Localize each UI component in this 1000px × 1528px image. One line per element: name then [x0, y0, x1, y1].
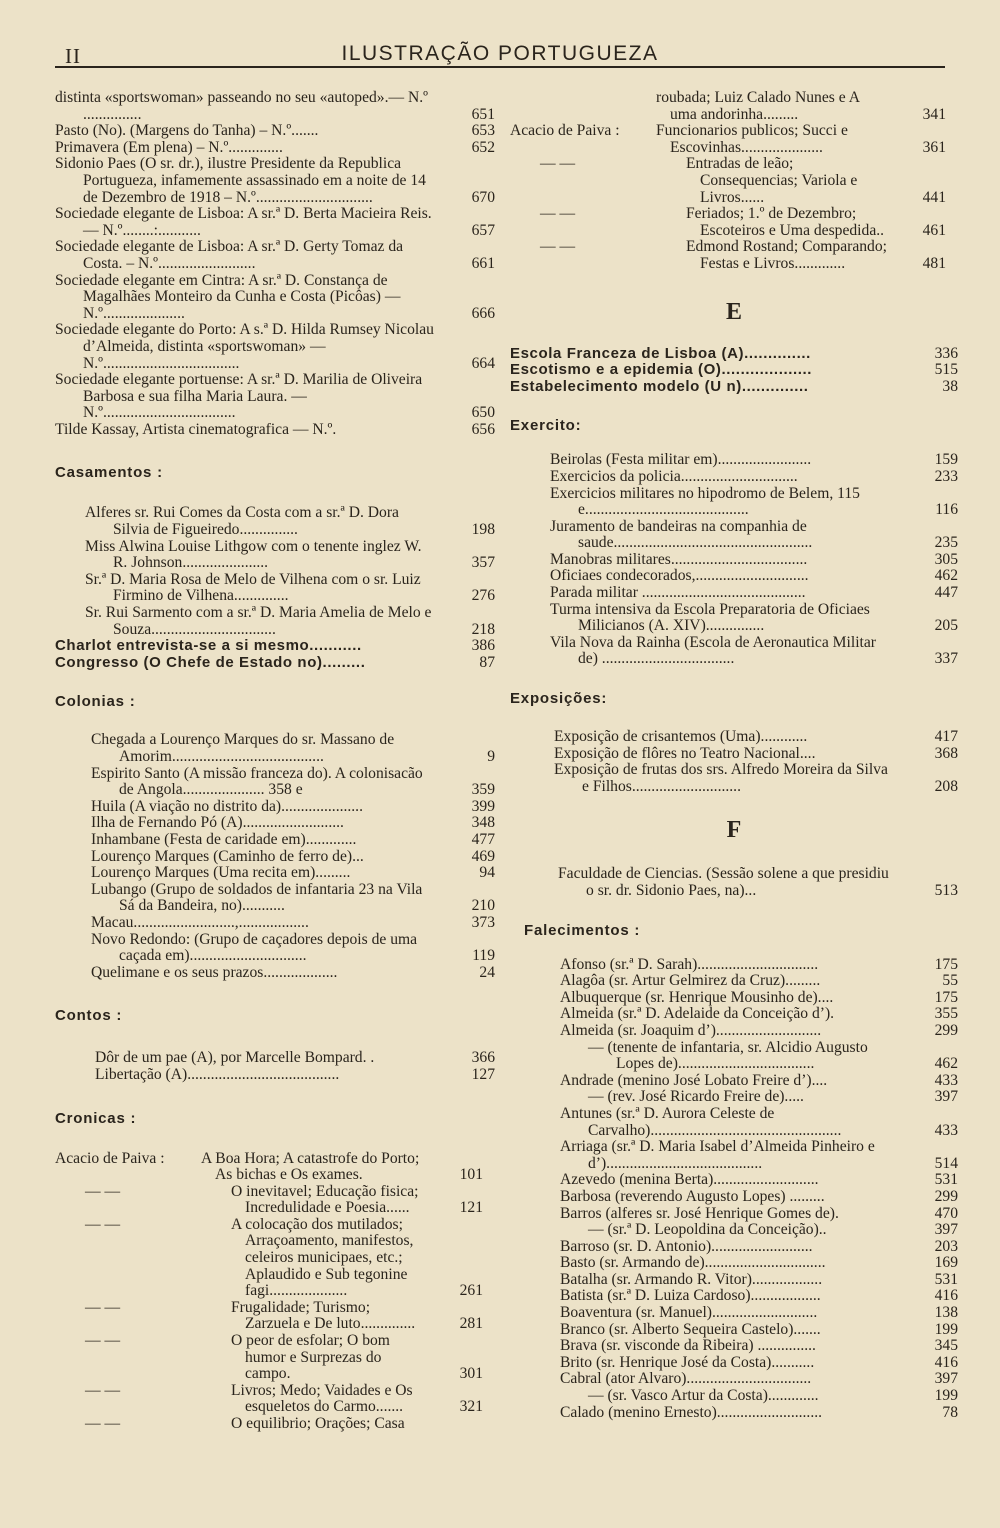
index-entry: Oficiaes condecorados,............................. 462	[550, 567, 958, 585]
section-heading-exposicoes: Exposições:	[510, 690, 608, 708]
index-entry: Faculdade de Ciencias. (Sessão solene a que presidiu o sr. dr. Sidonio Paes, na)... 513	[558, 865, 958, 899]
cronicas-list	[55, 1151, 495, 1433]
index-entry: Lubango (Grupo de soldados de infantaria 23 na Vila Sá da Bandeira, no)........... 210	[91, 880, 495, 915]
section-heading-colonias: Colonias :	[55, 693, 136, 711]
index-entry: Manobras militares................................... 305	[550, 550, 958, 568]
colonias-list	[91, 732, 495, 981]
index-entry: — — Entradas de leão; Consequencias; Variola e Livros...... 441	[540, 155, 946, 206]
index-entry: — (tenente de infantaria, sr. Alcidio Augusto Lopes de)................................... 462	[588, 1038, 958, 1073]
index-entry: — — Frugalidade; Turismo; Zarzuela e De luto.............. 281	[85, 1298, 483, 1333]
falecimentos-list	[560, 957, 958, 1422]
index-entry: Lourenço Marques (Uma recita em)......... 94	[91, 864, 495, 882]
index-entry: Exposição de crisantemos (Uma)............ 417	[554, 728, 958, 746]
index-entry: Brito (sr. Henrique José da Costa)........... 416	[560, 1353, 958, 1371]
index-entry: — — O peor de esfolar; O bom humor e Surprezas do campo. 301	[85, 1332, 483, 1383]
index-entry: — — Feriados; 1.º de Dezembro; Escoteiros e Uma despedida.. 461	[540, 205, 946, 239]
section-heading-casamentos: Casamentos :	[55, 464, 163, 482]
index-entry: Libertação (A)....................................... 127	[95, 1065, 495, 1083]
index-entry: Sociedade elegante portuense: A sr.ª D. Marilia de Oliveira Barbosa e sua filha Maria Laura. — N.º.................................. 650	[55, 371, 495, 422]
index-entry: Sr.ª D. Maria Rosa de Melo de Vilhena com o sr. Luiz Firmino de Vilhena.............. 276	[85, 570, 495, 605]
section-heading-exercito: Exercito:	[510, 417, 582, 435]
index-entry: — — O equilibrio; Orações; Casa	[85, 1415, 405, 1432]
index-entry: Sidonio Paes (O sr. dr.), ilustre Presidente da Republica Portugueza, infamemente assassinado em a noite de 14 de Dezembro de 1918 – N.º.............................. 670	[55, 155, 495, 206]
index-entry: Batalha (sr. Armando R. Vitor).................. 531	[560, 1270, 958, 1288]
index-entry: Afonso (sr.ª D. Sarah)............................... 175	[560, 955, 958, 973]
index-entry: Antunes (sr.ª D. Aurora Celeste de Carvalho)................................................. 433	[560, 1104, 958, 1139]
index-entry: Beirolas (Festa militar em)........................ 159	[550, 451, 958, 469]
index-entry: Boaventura (sr. Manuel)........................... 138	[560, 1304, 958, 1322]
index-entry: Juramento de bandeiras na companhia de saude................................................... 235	[550, 517, 958, 552]
index-entry: Exposição de frutas dos srs. Alfredo Moreira da Silva e Filhos............................ 208	[554, 761, 958, 795]
e-entries	[510, 346, 958, 396]
index-entry: Congresso (O Chefe de Estado no)......... 87	[55, 653, 495, 671]
casamentos-list	[85, 505, 495, 638]
index-entry: Inhambane (Festa de caridade em)............. 477	[91, 830, 495, 848]
index-entry: Macau..........................,.................. 373	[91, 913, 495, 931]
index-entry: Sociedade elegante de Lisboa: A sr.ª D. Berta Macieira Reis. — N.º........:........... 657	[55, 205, 495, 239]
index-entry: Branco (sr. Alberto Sequeira Castelo)....... 199	[560, 1320, 958, 1338]
index-entry: Ilha de Fernando Pó (A).......................... 348	[91, 814, 495, 832]
contos-list	[95, 1050, 495, 1083]
index-entry: Acacio de Paiva : Funcionarios publicos; Succi e Escovinhas..................... 361	[510, 122, 946, 156]
index-entry: Sociedade elegante em Cintra: A sr.ª D. Constança de Magalhães Monteiro da Cunha e Costa (Picôas) — N.º..................... 666	[55, 271, 495, 322]
index-entry: Azevedo (menina Berta)........................... 531	[560, 1171, 958, 1189]
page-header	[55, 38, 945, 68]
index-entry: Tilde Kassay, Artista cinematografica — N.º. 656	[55, 420, 495, 438]
index-entry: Escotismo e a epidemia (O)................... 515	[510, 361, 958, 379]
index-entry: Miss Alwina Louise Lithgow com o tenente inglez W. R. Johnson...................... 357	[85, 537, 495, 572]
index-entry: Parada militar .......................................... 447	[550, 584, 958, 602]
index-entry: Arriaga (sr.ª D. Maria Isabel d’Almeida Pinheiro e d’)........................................ 514	[560, 1138, 958, 1172]
letter-heading-e: E	[725, 298, 742, 325]
index-entry: Lourenço Marques (Caminho de ferro de)... 469	[91, 847, 495, 865]
bold-entries	[55, 638, 495, 671]
right-column	[510, 90, 958, 1421]
index-entry: Quelimane e os seus prazos................... 24	[91, 963, 495, 981]
journal-title: ILUSTRAÇÃO PORTUGUEZA	[341, 42, 659, 65]
index-entry: Turma intensiva da Escola Preparatoria de Oficiaes Milicianos (A. XIV)............... 205	[550, 600, 958, 635]
index-entry: — (rev. José Ricardo Freire de)..... 397	[588, 1088, 958, 1106]
index-entry: Estabelecimento modelo (U n).............. 38	[510, 377, 958, 395]
index-entry: Calado (menino Ernesto)........................... 78	[560, 1403, 958, 1421]
top-entries	[55, 90, 495, 438]
exercito-list	[550, 452, 958, 668]
section-heading-contos: Contos :	[55, 1007, 123, 1025]
index-entry: Primavera (Em plena) – N.º.............. 652	[55, 138, 495, 156]
index-entry: Exercicios militares no hipodromo de Belem, 115 e.......................................... 116	[550, 484, 958, 519]
cronicas-continued	[510, 90, 958, 273]
faculdade-entry	[558, 866, 958, 899]
index-entry: Almeida (sr.ª D. Adelaide da Conceição d’). 355	[560, 1005, 958, 1023]
index-entry: Alferes sr. Rui Comes da Costa com a sr.ª D. Dora Silvia de Figueiredo............... 198	[85, 504, 495, 539]
index-entry: Sociedade elegante de Lisboa: A sr.ª D. Gerty Tomaz da Costa. – N.º......................... 661	[55, 238, 495, 272]
index-entry: Novo Redondo: (Grupo de caçadores depois de uma caçada em).............................. 119	[91, 930, 495, 965]
index-entry: Brava (sr. visconde da Ribeira) ............... 345	[560, 1337, 958, 1355]
index-entry: Chegada a Lourenço Marques do sr. Massano de Amorim....................................... 9	[91, 731, 495, 765]
index-entry: — (sr. Vasco Artur da Costa)............. 199	[588, 1387, 958, 1405]
exposicoes-list	[554, 729, 958, 795]
index-entry: Vila Nova da Rainha (Escola de Aeronautica Militar de) .................................. 337	[550, 633, 958, 668]
index-entry: Exercicios da policia.............................. 233	[550, 467, 958, 485]
index-entry: Barros (alferes sr. José Henrique Gomes de). 470	[560, 1204, 958, 1222]
index-entry: Batista (sr.ª D. Luiza Cardoso).................. 416	[560, 1287, 958, 1305]
index-entry: — — A colocação dos mutilados; Arraçoamento, manifestos, celeiros municipaes, etc.; Aplaudido e Sub tegonine fagi.................... 261	[85, 1215, 483, 1300]
index-entry: Huila (A viação no distrito da)..................... 399	[91, 797, 495, 815]
left-column	[55, 90, 495, 1433]
index-entry: Exposição de flôres no Teatro Nacional.... 368	[554, 744, 958, 762]
letter-heading-f: F	[726, 817, 742, 844]
index-entry: — — O inevitavel; Educação fisica; Incredulidade e Poesia...... 121	[85, 1182, 483, 1217]
section-heading-cronicas: Cronicas :	[55, 1109, 137, 1127]
index-entry: Albuquerque (sr. Henrique Mousinho de).... 175	[560, 988, 958, 1006]
index-entry: Basto (sr. Armando de)............................... 169	[560, 1254, 958, 1272]
index-entry: Andrade (menino José Lobato Freire d’).... 433	[560, 1071, 958, 1089]
index-entry: distinta «sportswoman» passeando no seu «autoped».— N.º ............... 651	[55, 89, 495, 123]
index-entry: Cabral (ator Alvaro)................................ 397	[560, 1370, 958, 1388]
section-heading-falecimentos: Falecimentos :	[524, 921, 641, 939]
index-entry: Barroso (sr. D. Antonio).......................... 203	[560, 1237, 958, 1255]
index-entry: Alagôa (sr. Artur Gelmirez da Cruz)......... 55	[560, 972, 958, 990]
index-entry: Barbosa (reverendo Augusto Lopes) ......... 299	[560, 1187, 958, 1205]
index-entry: Charlot entrevista-se a si mesmo........... 386	[55, 637, 495, 655]
index-entry: roubada; Luiz Calado Nunes e A uma andorinha......... 341	[656, 89, 946, 123]
index-entry: Sociedade elegante do Porto: A s.ª D. Hilda Rumsey Nicolau d’Almeida, distinta «sportswoman» — N.º................................... 664	[55, 321, 495, 372]
index-entry: Acacio de Paiva : A Boa Hora; A catastrofe do Porto; As bichas e Os exames. 101	[55, 1149, 483, 1184]
index-entry: Escola Franceza de Lisboa (A).............. 336	[510, 344, 958, 362]
index-entry: — (sr.ª D. Leopoldina da Conceição).. 397	[588, 1221, 958, 1239]
index-entry: Almeida (sr. Joaquim d’)........................... 299	[560, 1021, 958, 1039]
index-entry: Pasto (No). (Margens do Tanha) – N.º....... 653	[55, 122, 495, 140]
index-entry: — — Edmond Rostand; Comparando; Festas e Livros............. 481	[540, 238, 946, 272]
index-entry: Sr. Rui Sarmento com a sr.ª D. Maria Amelia de Melo e Souza................................ 218	[85, 604, 495, 638]
page-number: II	[65, 44, 81, 68]
index-entry: Espirito Santo (A missão franceza do). A colonisacão de Angola..................... 358 e 359	[91, 764, 495, 799]
index-entry: — — Livros; Medo; Vaidades e Os esqueletos do Carmo....... 321	[85, 1381, 483, 1416]
index-entry: Dôr de um pae (A), por Marcelle Bompard. . 366	[95, 1049, 495, 1067]
